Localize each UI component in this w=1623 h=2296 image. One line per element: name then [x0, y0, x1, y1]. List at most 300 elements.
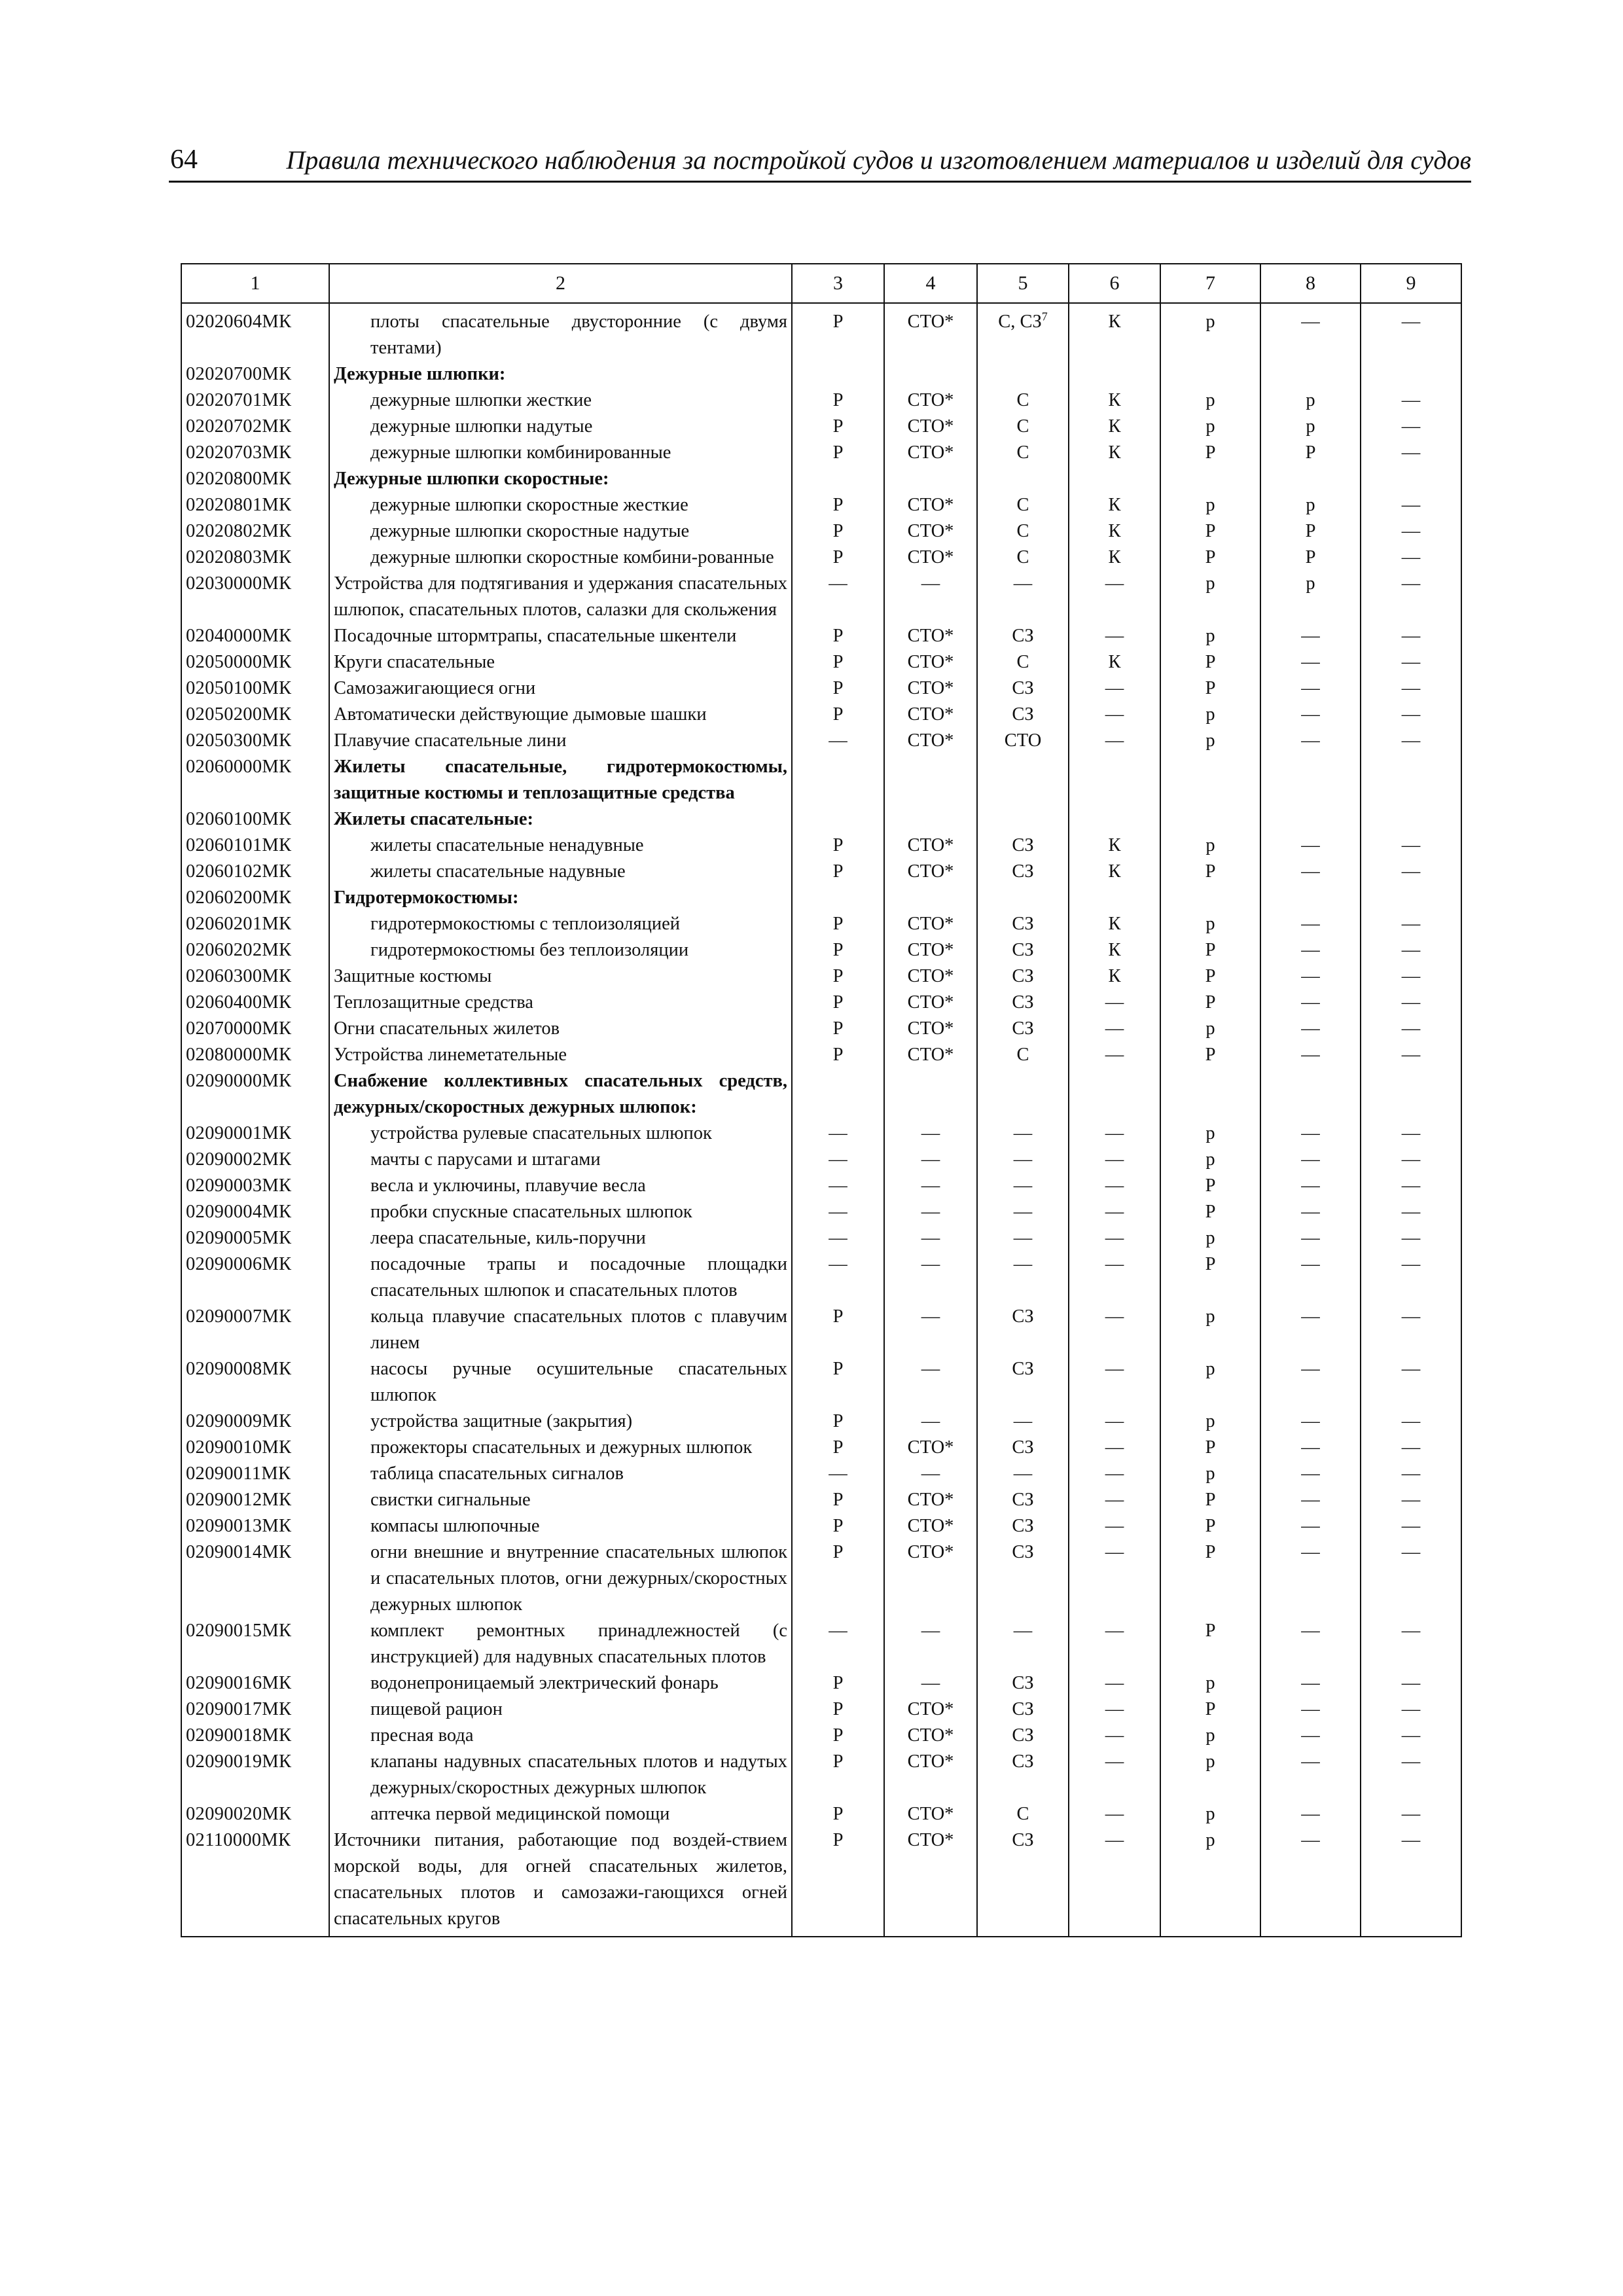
col-9-cell: —: [1361, 1435, 1461, 1461]
col-7-cell: Р: [1160, 1042, 1260, 1068]
col-6-cell: —: [1069, 1461, 1160, 1487]
col-4-cell: СТО*: [884, 675, 977, 702]
col-7-cell: Р: [1160, 1696, 1260, 1723]
col-4-cell: СТО*: [884, 649, 977, 675]
col-4-cell: СТО*: [884, 1487, 977, 1513]
col-4-cell: СТО*: [884, 440, 977, 466]
item-name: Плавучие спасательные лини: [329, 728, 792, 754]
item-name: дежурные шлюпки скоростные надутые: [329, 518, 792, 545]
item-name: гидротермокостюмы с теплоизоляцией: [329, 911, 792, 937]
col-8-cell: —: [1260, 1487, 1361, 1513]
col-8-cell: —: [1260, 1225, 1361, 1251]
item-code: 02110000МК: [181, 1827, 329, 1937]
col-3-cell: Р: [792, 545, 884, 571]
item-name: Источники питания, работающие под воздей-ствием морской воды, для огней спасательных жилетов, спасательных плотов и самозажи-гающихся огней спасательных кругов: [329, 1827, 792, 1937]
col-6-cell: [1069, 1068, 1160, 1121]
table-row: [181, 1461, 1461, 1487]
col-8-cell: —: [1260, 1539, 1361, 1618]
col-4-cell: —: [884, 571, 977, 623]
column-header: 6: [1069, 264, 1160, 303]
col-5-cell: СЗ: [977, 1304, 1069, 1356]
col-6-cell: —: [1069, 990, 1160, 1016]
col-9-cell: —: [1361, 1121, 1461, 1147]
col-8-cell: [1260, 466, 1361, 492]
col-7-cell: р: [1160, 1147, 1260, 1173]
col-5-cell: СЗ: [977, 702, 1069, 728]
item-name: дежурные шлюпки комбинированные: [329, 440, 792, 466]
col-6-cell: К: [1069, 492, 1160, 518]
col-9-cell: —: [1361, 1147, 1461, 1173]
item-code: 02090015МК: [181, 1618, 329, 1670]
col-8-cell: —: [1260, 1827, 1361, 1937]
col-4-cell: [884, 754, 977, 806]
col-5-cell: —: [977, 1121, 1069, 1147]
item-code: 02020803МК: [181, 545, 329, 571]
table-row: [181, 1225, 1461, 1251]
col-9-cell: [1361, 1068, 1461, 1121]
table-row: [181, 990, 1461, 1016]
table-row: [181, 1487, 1461, 1513]
table-row: [181, 1068, 1461, 1121]
col-7-cell: р: [1160, 1723, 1260, 1749]
col-6-cell: —: [1069, 1042, 1160, 1068]
col-9-cell: —: [1361, 649, 1461, 675]
col-6-cell: —: [1069, 1749, 1160, 1801]
col-3-cell: [792, 361, 884, 387]
item-code: 02060400МК: [181, 990, 329, 1016]
col-7-cell: р: [1160, 702, 1260, 728]
item-code: 02090010МК: [181, 1435, 329, 1461]
item-name: пробки спускные спасательных шлюпок: [329, 1199, 792, 1225]
col-7-cell: Р: [1160, 1618, 1260, 1670]
col-8-cell: —: [1260, 1408, 1361, 1435]
col-6-cell: —: [1069, 1147, 1160, 1173]
item-code: 02070000МК: [181, 1016, 329, 1042]
col-9-cell: [1361, 466, 1461, 492]
footnote-mark: 7: [1041, 310, 1048, 323]
col-3-cell: Р: [792, 387, 884, 414]
item-code: 02050000МК: [181, 649, 329, 675]
col-4-cell: СТО*: [884, 728, 977, 754]
col-9-cell: —: [1361, 702, 1461, 728]
col-6-cell: —: [1069, 1513, 1160, 1539]
col-9-cell: —: [1361, 1251, 1461, 1304]
col-3-cell: Р: [792, 859, 884, 885]
running-title: Правила технического наблюдения за постройкой судов и изготовлением материалов и изделий для судов: [286, 145, 1471, 175]
col-5-cell: С: [977, 414, 1069, 440]
col-3-cell: —: [792, 1618, 884, 1670]
col-9-cell: [1361, 806, 1461, 833]
col-9-cell: —: [1361, 675, 1461, 702]
table-row: [181, 1435, 1461, 1461]
col-4-cell: СТО*: [884, 518, 977, 545]
table-row: [181, 754, 1461, 806]
item-name: огни внешние и внутренние спасательных шлюпок и спасательных плотов, огни дежурных/скоростных дежурных шлюпок: [329, 1539, 792, 1618]
table-row: [181, 1304, 1461, 1356]
col-6-cell: —: [1069, 1670, 1160, 1696]
col-3-cell: Р: [792, 1749, 884, 1801]
col-7-cell: р: [1160, 387, 1260, 414]
col-8-cell: —: [1260, 937, 1361, 963]
col-4-cell: СТО*: [884, 623, 977, 649]
col-5-cell: С: [977, 1801, 1069, 1827]
item-name: Автоматически действующие дымовые шашки: [329, 702, 792, 728]
col-7-cell: Р: [1160, 859, 1260, 885]
table-row: [181, 1801, 1461, 1827]
col-8-cell: —: [1260, 833, 1361, 859]
item-code: 02090019МК: [181, 1749, 329, 1801]
column-header: 3: [792, 264, 884, 303]
item-name: мачты с парусами и штагами: [329, 1147, 792, 1173]
item-name: устройства защитные (закрытия): [329, 1408, 792, 1435]
col-3-cell: Р: [792, 440, 884, 466]
col-9-cell: —: [1361, 911, 1461, 937]
col-9-cell: —: [1361, 859, 1461, 885]
item-name: водонепроницаемый электрический фонарь: [329, 1670, 792, 1696]
col-4-cell: [884, 1068, 977, 1121]
col-7-cell: р: [1160, 571, 1260, 623]
item-name: дежурные шлюпки скоростные жесткие: [329, 492, 792, 518]
table-row: [181, 675, 1461, 702]
col-5-cell: СЗ: [977, 911, 1069, 937]
col-8-cell: —: [1260, 1147, 1361, 1173]
col-5-cell: —: [977, 571, 1069, 623]
item-name: дежурные шлюпки надутые: [329, 414, 792, 440]
col-5-cell: С: [977, 492, 1069, 518]
col-5-cell: [977, 885, 1069, 911]
col-7-cell: Р: [1160, 990, 1260, 1016]
item-name: Защитные костюмы: [329, 963, 792, 990]
item-name: клапаны надувных спасательных плотов и надутых дежурных/скоростных дежурных шлюпок: [329, 1749, 792, 1801]
col-6-cell: [1069, 754, 1160, 806]
col-6-cell: [1069, 361, 1160, 387]
item-code: 02080000МК: [181, 1042, 329, 1068]
item-code: 02090012МК: [181, 1487, 329, 1513]
col-4-cell: —: [884, 1121, 977, 1147]
item-name: свистки сигнальные: [329, 1487, 792, 1513]
col-3-cell: Р: [792, 1016, 884, 1042]
table-row: [181, 303, 1461, 361]
col-7-cell: Р: [1160, 1251, 1260, 1304]
col-3-cell: Р: [792, 1723, 884, 1749]
table-row: [181, 1356, 1461, 1408]
table-row: [181, 545, 1461, 571]
col-7-cell: [1160, 466, 1260, 492]
col-4-cell: СТО*: [884, 303, 977, 361]
item-name: весла и уключины, плавучие весла: [329, 1173, 792, 1199]
col-7-cell: р: [1160, 1225, 1260, 1251]
item-name: Дежурные шлюпки:: [329, 361, 792, 387]
col-9-cell: —: [1361, 303, 1461, 361]
col-7-cell: [1160, 1068, 1260, 1121]
col-9-cell: —: [1361, 937, 1461, 963]
item-name: комплект ремонтных принадлежностей (с инструкцией) для надувных спасательных плотов: [329, 1618, 792, 1670]
col-8-cell: —: [1260, 1513, 1361, 1539]
col-3-cell: Р: [792, 1670, 884, 1696]
col-6-cell: К: [1069, 963, 1160, 990]
table-row: [181, 859, 1461, 885]
col-5-cell: СЗ: [977, 990, 1069, 1016]
col-3-cell: Р: [792, 623, 884, 649]
col-6-cell: —: [1069, 571, 1160, 623]
col-8-cell: —: [1260, 1121, 1361, 1147]
table-row: [181, 1618, 1461, 1670]
col-7-cell: Р: [1160, 440, 1260, 466]
item-code: 02090017МК: [181, 1696, 329, 1723]
col-3-cell: Р: [792, 414, 884, 440]
col-8-cell: —: [1260, 702, 1361, 728]
col-5-cell: —: [977, 1225, 1069, 1251]
table-row: [181, 806, 1461, 833]
item-name: устройства рулевые спасательных шлюпок: [329, 1121, 792, 1147]
col-5-cell: —: [977, 1173, 1069, 1199]
col-5-cell: СТО: [977, 728, 1069, 754]
col-4-cell: —: [884, 1304, 977, 1356]
col-9-cell: —: [1361, 1225, 1461, 1251]
col-9-cell: [1361, 361, 1461, 387]
col-8-cell: —: [1260, 1173, 1361, 1199]
col-7-cell: р: [1160, 1670, 1260, 1696]
col-4-cell: СТО*: [884, 859, 977, 885]
item-name: Снабжение коллективных спасательных средств, дежурных/скоростных дежурных шлюпок:: [329, 1068, 792, 1121]
item-code: 02060000МК: [181, 754, 329, 806]
col-8-cell: —: [1260, 1670, 1361, 1696]
col-3-cell: Р: [792, 702, 884, 728]
col-5-cell: СЗ: [977, 623, 1069, 649]
col-7-cell: Р: [1160, 1173, 1260, 1199]
col-9-cell: —: [1361, 571, 1461, 623]
col-6-cell: —: [1069, 1696, 1160, 1723]
item-code: 02020702МК: [181, 414, 329, 440]
col-5-cell: С: [977, 387, 1069, 414]
col-4-cell: [884, 466, 977, 492]
col-5-cell: —: [977, 1251, 1069, 1304]
col-6-cell: К: [1069, 545, 1160, 571]
item-code: 02060102МК: [181, 859, 329, 885]
col-8-cell: —: [1260, 1801, 1361, 1827]
col-4-cell: СТО*: [884, 1016, 977, 1042]
col-4-cell: —: [884, 1461, 977, 1487]
col-7-cell: Р: [1160, 1513, 1260, 1539]
col-6-cell: —: [1069, 1435, 1160, 1461]
col-9-cell: —: [1361, 1696, 1461, 1723]
col-3-cell: —: [792, 1225, 884, 1251]
item-code: 02020800МК: [181, 466, 329, 492]
col-7-cell: Р: [1160, 675, 1260, 702]
col-7-cell: [1160, 885, 1260, 911]
item-code: 02020802МК: [181, 518, 329, 545]
col-7-cell: Р: [1160, 1487, 1260, 1513]
item-name: Устройства линеметательные: [329, 1042, 792, 1068]
col-4-cell: —: [884, 1147, 977, 1173]
col-5-cell: С: [977, 440, 1069, 466]
col-4-cell: СТО*: [884, 387, 977, 414]
col-5-cell: СЗ: [977, 1827, 1069, 1937]
table-row: [181, 1121, 1461, 1147]
col-8-cell: —: [1260, 1042, 1361, 1068]
col-3-cell: —: [792, 1173, 884, 1199]
table-row: [181, 571, 1461, 623]
col-8-cell: —: [1260, 649, 1361, 675]
col-3-cell: [792, 806, 884, 833]
item-name: Гидротермокостюмы:: [329, 885, 792, 911]
col-9-cell: —: [1361, 1827, 1461, 1937]
col-5-cell: СЗ: [977, 1513, 1069, 1539]
col-3-cell: Р: [792, 1827, 884, 1937]
column-header: 8: [1260, 264, 1361, 303]
col-9-cell: [1361, 754, 1461, 806]
table-row: [181, 1513, 1461, 1539]
col-6-cell: —: [1069, 1723, 1160, 1749]
item-code: 02090006МК: [181, 1251, 329, 1304]
item-name: Огни спасательных жилетов: [329, 1016, 792, 1042]
col-6-cell: —: [1069, 1251, 1160, 1304]
table-row: [181, 440, 1461, 466]
col-5-cell: —: [977, 1408, 1069, 1435]
col-8-cell: р: [1260, 571, 1361, 623]
col-7-cell: р: [1160, 1016, 1260, 1042]
col-3-cell: Р: [792, 1487, 884, 1513]
item-name: пресная вода: [329, 1723, 792, 1749]
col-3-cell: Р: [792, 1513, 884, 1539]
table-row: [181, 1749, 1461, 1801]
table-row: [181, 1696, 1461, 1723]
col-3-cell: Р: [792, 303, 884, 361]
table-row: [181, 361, 1461, 387]
item-code: 02090009МК: [181, 1408, 329, 1435]
col-4-cell: СТО*: [884, 1539, 977, 1618]
table-body: [181, 303, 1461, 1937]
col-6-cell: —: [1069, 1173, 1160, 1199]
item-code: 02050300МК: [181, 728, 329, 754]
col-5-cell: С: [977, 545, 1069, 571]
col-3-cell: Р: [792, 1696, 884, 1723]
col-7-cell: [1160, 754, 1260, 806]
col-9-cell: —: [1361, 623, 1461, 649]
col-6-cell: К: [1069, 833, 1160, 859]
col-3-cell: [792, 754, 884, 806]
item-code: 02020700МК: [181, 361, 329, 387]
col-4-cell: СТО*: [884, 1435, 977, 1461]
col-4-cell: СТО*: [884, 1042, 977, 1068]
item-name: Жилеты спасательные, гидротермокостюмы, защитные костюмы и теплозащитные средства: [329, 754, 792, 806]
item-code: 02060202МК: [181, 937, 329, 963]
item-name: Устройства для подтягивания и удержания спасательных шлюпок, спасательных плотов, салазки для скольжения: [329, 571, 792, 623]
table-row: [181, 1147, 1461, 1173]
col-3-cell: —: [792, 1147, 884, 1173]
column-header: 4: [884, 264, 977, 303]
col-6-cell: —: [1069, 1827, 1160, 1937]
col-7-cell: Р: [1160, 1435, 1260, 1461]
col-6-cell: [1069, 466, 1160, 492]
item-code: 02090000МК: [181, 1068, 329, 1121]
col-3-cell: Р: [792, 1801, 884, 1827]
col-6-cell: К: [1069, 518, 1160, 545]
col-5-cell: [977, 806, 1069, 833]
col-7-cell: р: [1160, 1408, 1260, 1435]
item-name: насосы ручные осушительные спасательных шлюпок: [329, 1356, 792, 1408]
col-5-cell: [977, 361, 1069, 387]
col-3-cell: Р: [792, 990, 884, 1016]
col-6-cell: —: [1069, 1408, 1160, 1435]
col-9-cell: —: [1361, 440, 1461, 466]
col-6-cell: К: [1069, 414, 1160, 440]
col-4-cell: СТО*: [884, 937, 977, 963]
table-row: [181, 623, 1461, 649]
item-code: 02060100МК: [181, 806, 329, 833]
col-7-cell: р: [1160, 1356, 1260, 1408]
item-code: 02090011МК: [181, 1461, 329, 1487]
col-3-cell: —: [792, 728, 884, 754]
col-4-cell: СТО*: [884, 833, 977, 859]
table-row: [181, 728, 1461, 754]
item-code: 02090014МК: [181, 1539, 329, 1618]
item-code: 02020604МК: [181, 303, 329, 361]
item-code: 02090003МК: [181, 1173, 329, 1199]
col-6-cell: —: [1069, 1121, 1160, 1147]
table-row: [181, 1251, 1461, 1304]
col-9-cell: —: [1361, 833, 1461, 859]
col-7-cell: Р: [1160, 545, 1260, 571]
col-5-cell: [977, 754, 1069, 806]
table-row: [181, 1408, 1461, 1435]
col-9-cell: —: [1361, 1539, 1461, 1618]
col-8-cell: —: [1260, 1749, 1361, 1801]
col-8-cell: [1260, 885, 1361, 911]
item-code: 02090005МК: [181, 1225, 329, 1251]
col-8-cell: —: [1260, 990, 1361, 1016]
col-5-cell: СЗ: [977, 1487, 1069, 1513]
col-4-cell: СТО*: [884, 414, 977, 440]
col-8-cell: —: [1260, 1461, 1361, 1487]
table-row: [181, 414, 1461, 440]
col-6-cell: —: [1069, 1618, 1160, 1670]
col-7-cell: р: [1160, 1121, 1260, 1147]
col-4-cell: —: [884, 1670, 977, 1696]
page-number: 64: [170, 145, 198, 175]
col-8-cell: [1260, 361, 1361, 387]
col-8-cell: [1260, 754, 1361, 806]
col-6-cell: К: [1069, 937, 1160, 963]
table-row: [181, 649, 1461, 675]
col-7-cell: Р: [1160, 937, 1260, 963]
col-5-cell: СЗ: [977, 1696, 1069, 1723]
col-3-cell: Р: [792, 963, 884, 990]
col-5-cell: [977, 466, 1069, 492]
col-4-cell: СТО*: [884, 702, 977, 728]
item-name: гидротермокостюмы без теплоизоляции: [329, 937, 792, 963]
table-row: [181, 518, 1461, 545]
col-6-cell: —: [1069, 623, 1160, 649]
item-name: Самозажигающиеся огни: [329, 675, 792, 702]
col-3-cell: —: [792, 571, 884, 623]
col-8-cell: —: [1260, 1618, 1361, 1670]
col-9-cell: —: [1361, 1618, 1461, 1670]
col-5-cell: СЗ: [977, 1435, 1069, 1461]
col-6-cell: —: [1069, 728, 1160, 754]
table-row: [181, 1827, 1461, 1937]
col-4-cell: —: [884, 1173, 977, 1199]
col-3-cell: Р: [792, 1304, 884, 1356]
col-4-cell: СТО*: [884, 911, 977, 937]
col-3-cell: Р: [792, 833, 884, 859]
col-8-cell: —: [1260, 1016, 1361, 1042]
col-5-cell: СЗ: [977, 1016, 1069, 1042]
col-3-cell: Р: [792, 1539, 884, 1618]
col-9-cell: —: [1361, 518, 1461, 545]
col-9-cell: —: [1361, 990, 1461, 1016]
col-3-cell: Р: [792, 1435, 884, 1461]
